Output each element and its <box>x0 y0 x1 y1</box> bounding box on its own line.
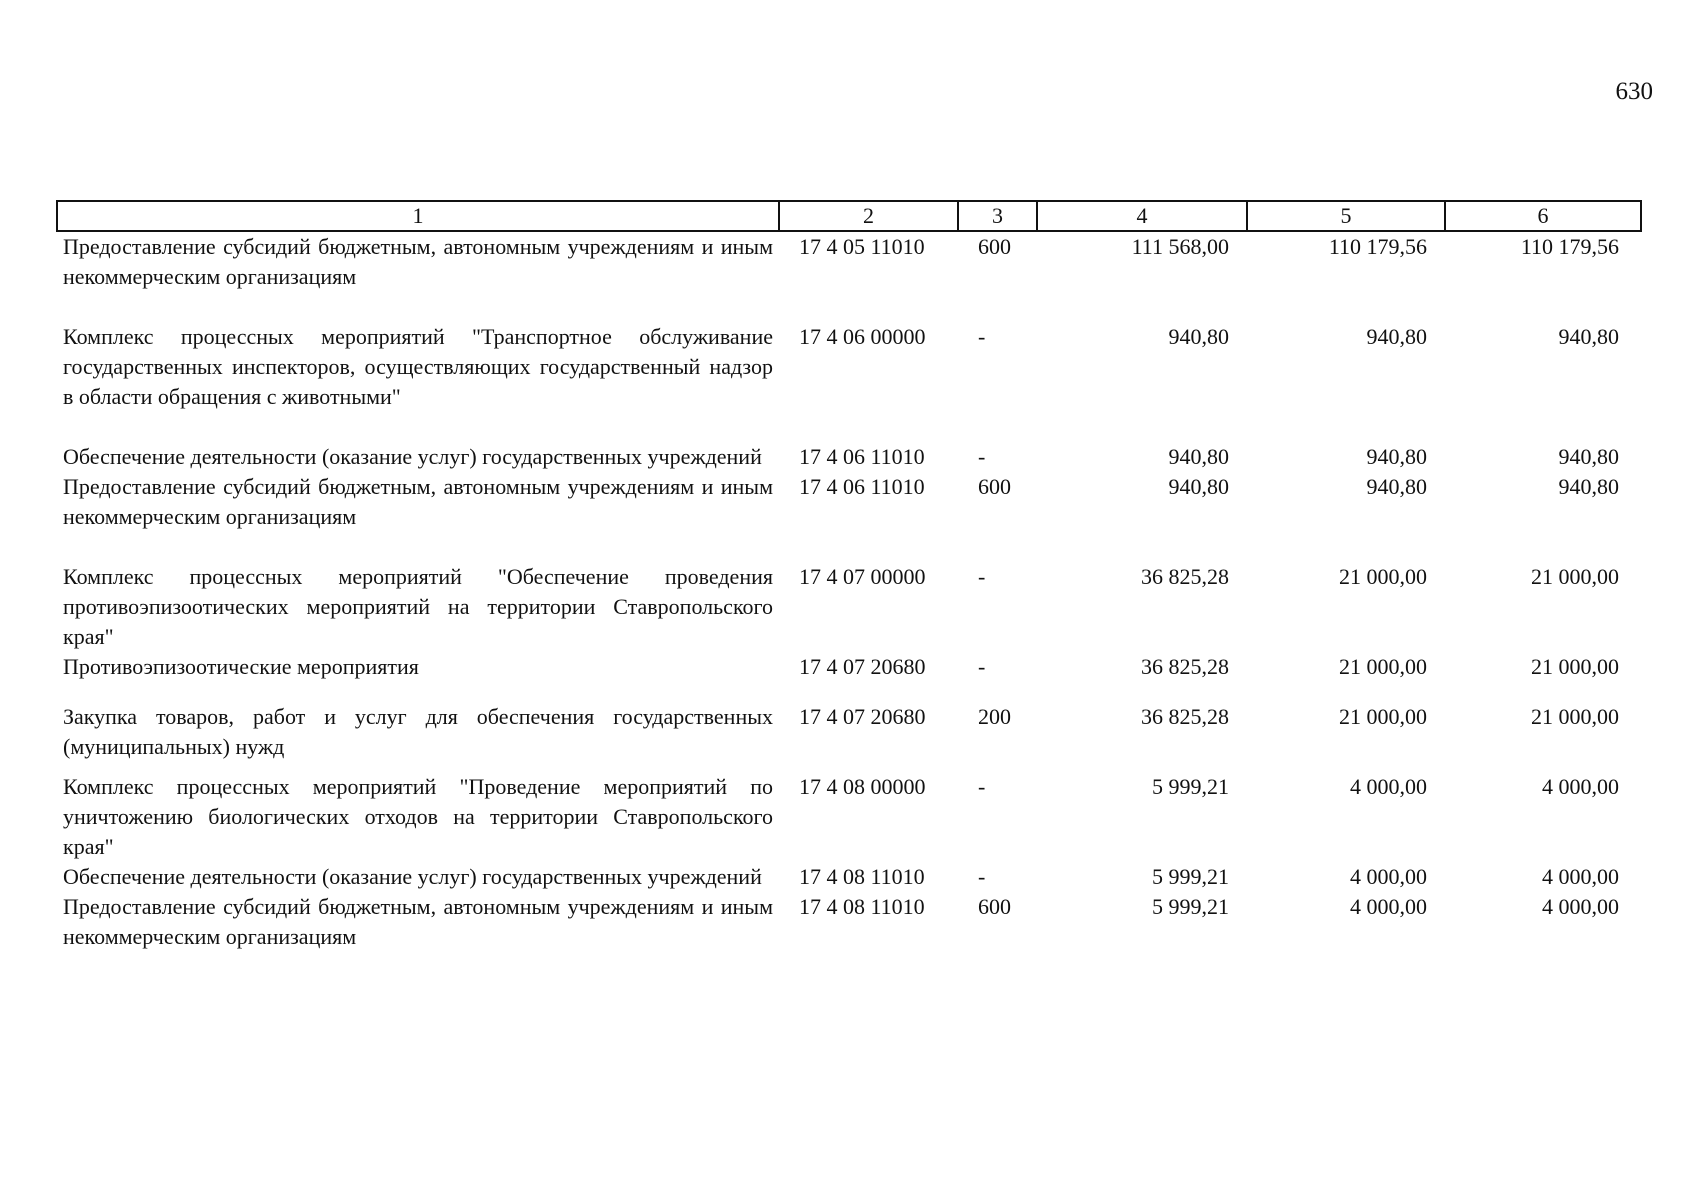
row-expense-type: 600 <box>978 234 1011 259</box>
column-header: 1 <box>57 201 779 231</box>
row-amount-col4: 36 825,28 <box>1141 654 1229 679</box>
row-expense-type: - <box>978 324 986 349</box>
row-expense-type: - <box>978 864 986 889</box>
row-expense-type: 600 <box>978 474 1011 499</box>
row-code: 17 4 08 11010 <box>799 864 925 889</box>
row-amount-col6: 4 000,00 <box>1542 894 1619 919</box>
row-name: Предоставление субсидий бюджетным, автономным учреждениям и иным некоммерческим организациям <box>63 474 773 529</box>
row-code: 17 4 06 11010 <box>799 474 925 499</box>
row-expense-type: - <box>978 654 986 679</box>
row-name: Предоставление субсидий бюджетным, автономным учреждениям и иным некоммерческим организациям <box>63 234 773 289</box>
table-row <box>57 322 1641 442</box>
row-code: 17 4 06 11010 <box>799 444 925 469</box>
row-amount-col5: 110 179,56 <box>1328 234 1427 259</box>
table-row <box>57 472 1641 562</box>
row-amount-col6: 4 000,00 <box>1542 774 1619 799</box>
row-name: Закупка товаров, работ и услуг для обеспечения государственных (муниципальных) нужд <box>63 704 773 759</box>
column-header: 2 <box>779 201 958 231</box>
row-amount-col5: 4 000,00 <box>1350 864 1427 889</box>
row-name: Обеспечение деятельности (оказание услуг) государственных учреждений <box>63 444 762 469</box>
row-amount-col6: 940,80 <box>1558 444 1619 469</box>
budget-table <box>56 200 1642 952</box>
row-name: Комплекс процессных мероприятий "Транспортное обслуживание государственных инспекторов, осуществляющих государственный надзор в области обращения с животными" <box>63 324 773 409</box>
row-amount-col4: 111 568,00 <box>1131 234 1229 259</box>
row-amount-col6: 4 000,00 <box>1542 864 1619 889</box>
table-row <box>57 231 1641 322</box>
row-amount-col5: 4 000,00 <box>1350 774 1427 799</box>
row-amount-col4: 940,80 <box>1168 444 1229 469</box>
row-name: Противоэпизоотические мероприятия <box>63 654 419 679</box>
row-code: 17 4 07 20680 <box>799 704 926 729</box>
table-row <box>57 892 1641 952</box>
row-amount-col6: 940,80 <box>1558 324 1619 349</box>
row-amount-col4: 36 825,28 <box>1141 704 1229 729</box>
row-expense-type: 200 <box>978 704 1011 729</box>
row-amount-col4: 5 999,21 <box>1152 894 1229 919</box>
table-row <box>57 862 1641 892</box>
row-code: 17 4 07 00000 <box>799 564 926 589</box>
row-name: Комплекс процессных мероприятий "Проведение мероприятий по уничтожению биологических отходов на территории Ставропольского края" <box>63 774 773 859</box>
row-amount-col6: 21 000,00 <box>1531 704 1619 729</box>
row-code: 17 4 08 00000 <box>799 774 926 799</box>
row-expense-type: - <box>978 444 986 469</box>
row-name: Обеспечение деятельности (оказание услуг) государственных учреждений <box>63 864 762 889</box>
row-amount-col5: 4 000,00 <box>1350 894 1427 919</box>
row-expense-type: - <box>978 774 986 799</box>
row-amount-col4: 940,80 <box>1168 474 1229 499</box>
page-number: 630 <box>1615 78 1653 105</box>
row-amount-col6: 21 000,00 <box>1531 564 1619 589</box>
row-code: 17 4 05 11010 <box>799 234 925 259</box>
row-expense-type: - <box>978 564 986 589</box>
table-row <box>57 562 1641 652</box>
row-amount-col5: 940,80 <box>1366 474 1427 499</box>
row-expense-type: 600 <box>978 894 1011 919</box>
row-amount-col4: 5 999,21 <box>1152 774 1229 799</box>
row-amount-col4: 36 825,28 <box>1141 564 1229 589</box>
row-amount-col5: 21 000,00 <box>1339 654 1427 679</box>
table-row <box>57 652 1641 702</box>
row-amount-col4: 940,80 <box>1168 324 1229 349</box>
row-amount-col5: 940,80 <box>1366 444 1427 469</box>
column-header: 6 <box>1445 201 1641 231</box>
row-code: 17 4 08 11010 <box>799 894 925 919</box>
table-row <box>57 772 1641 862</box>
row-amount-col6: 110 179,56 <box>1520 234 1619 259</box>
row-amount-col6: 940,80 <box>1558 474 1619 499</box>
table-row <box>57 442 1641 472</box>
row-amount-col4: 5 999,21 <box>1152 864 1229 889</box>
row-code: 17 4 06 00000 <box>799 324 926 349</box>
row-amount-col5: 940,80 <box>1366 324 1427 349</box>
row-code: 17 4 07 20680 <box>799 654 926 679</box>
column-header: 4 <box>1037 201 1247 231</box>
row-amount-col5: 21 000,00 <box>1339 564 1427 589</box>
row-amount-col5: 21 000,00 <box>1339 704 1427 729</box>
column-header: 5 <box>1247 201 1445 231</box>
row-name: Комплекс процессных мероприятий "Обеспечение проведения противоэпизоотических мероприятий на территории Ставропольского края" <box>63 564 773 649</box>
column-number-header-row <box>57 201 1641 231</box>
row-amount-col6: 21 000,00 <box>1531 654 1619 679</box>
table-row <box>57 702 1641 772</box>
row-name: Предоставление субсидий бюджетным, автономным учреждениям и иным некоммерческим организациям <box>63 894 773 949</box>
column-header: 3 <box>958 201 1037 231</box>
